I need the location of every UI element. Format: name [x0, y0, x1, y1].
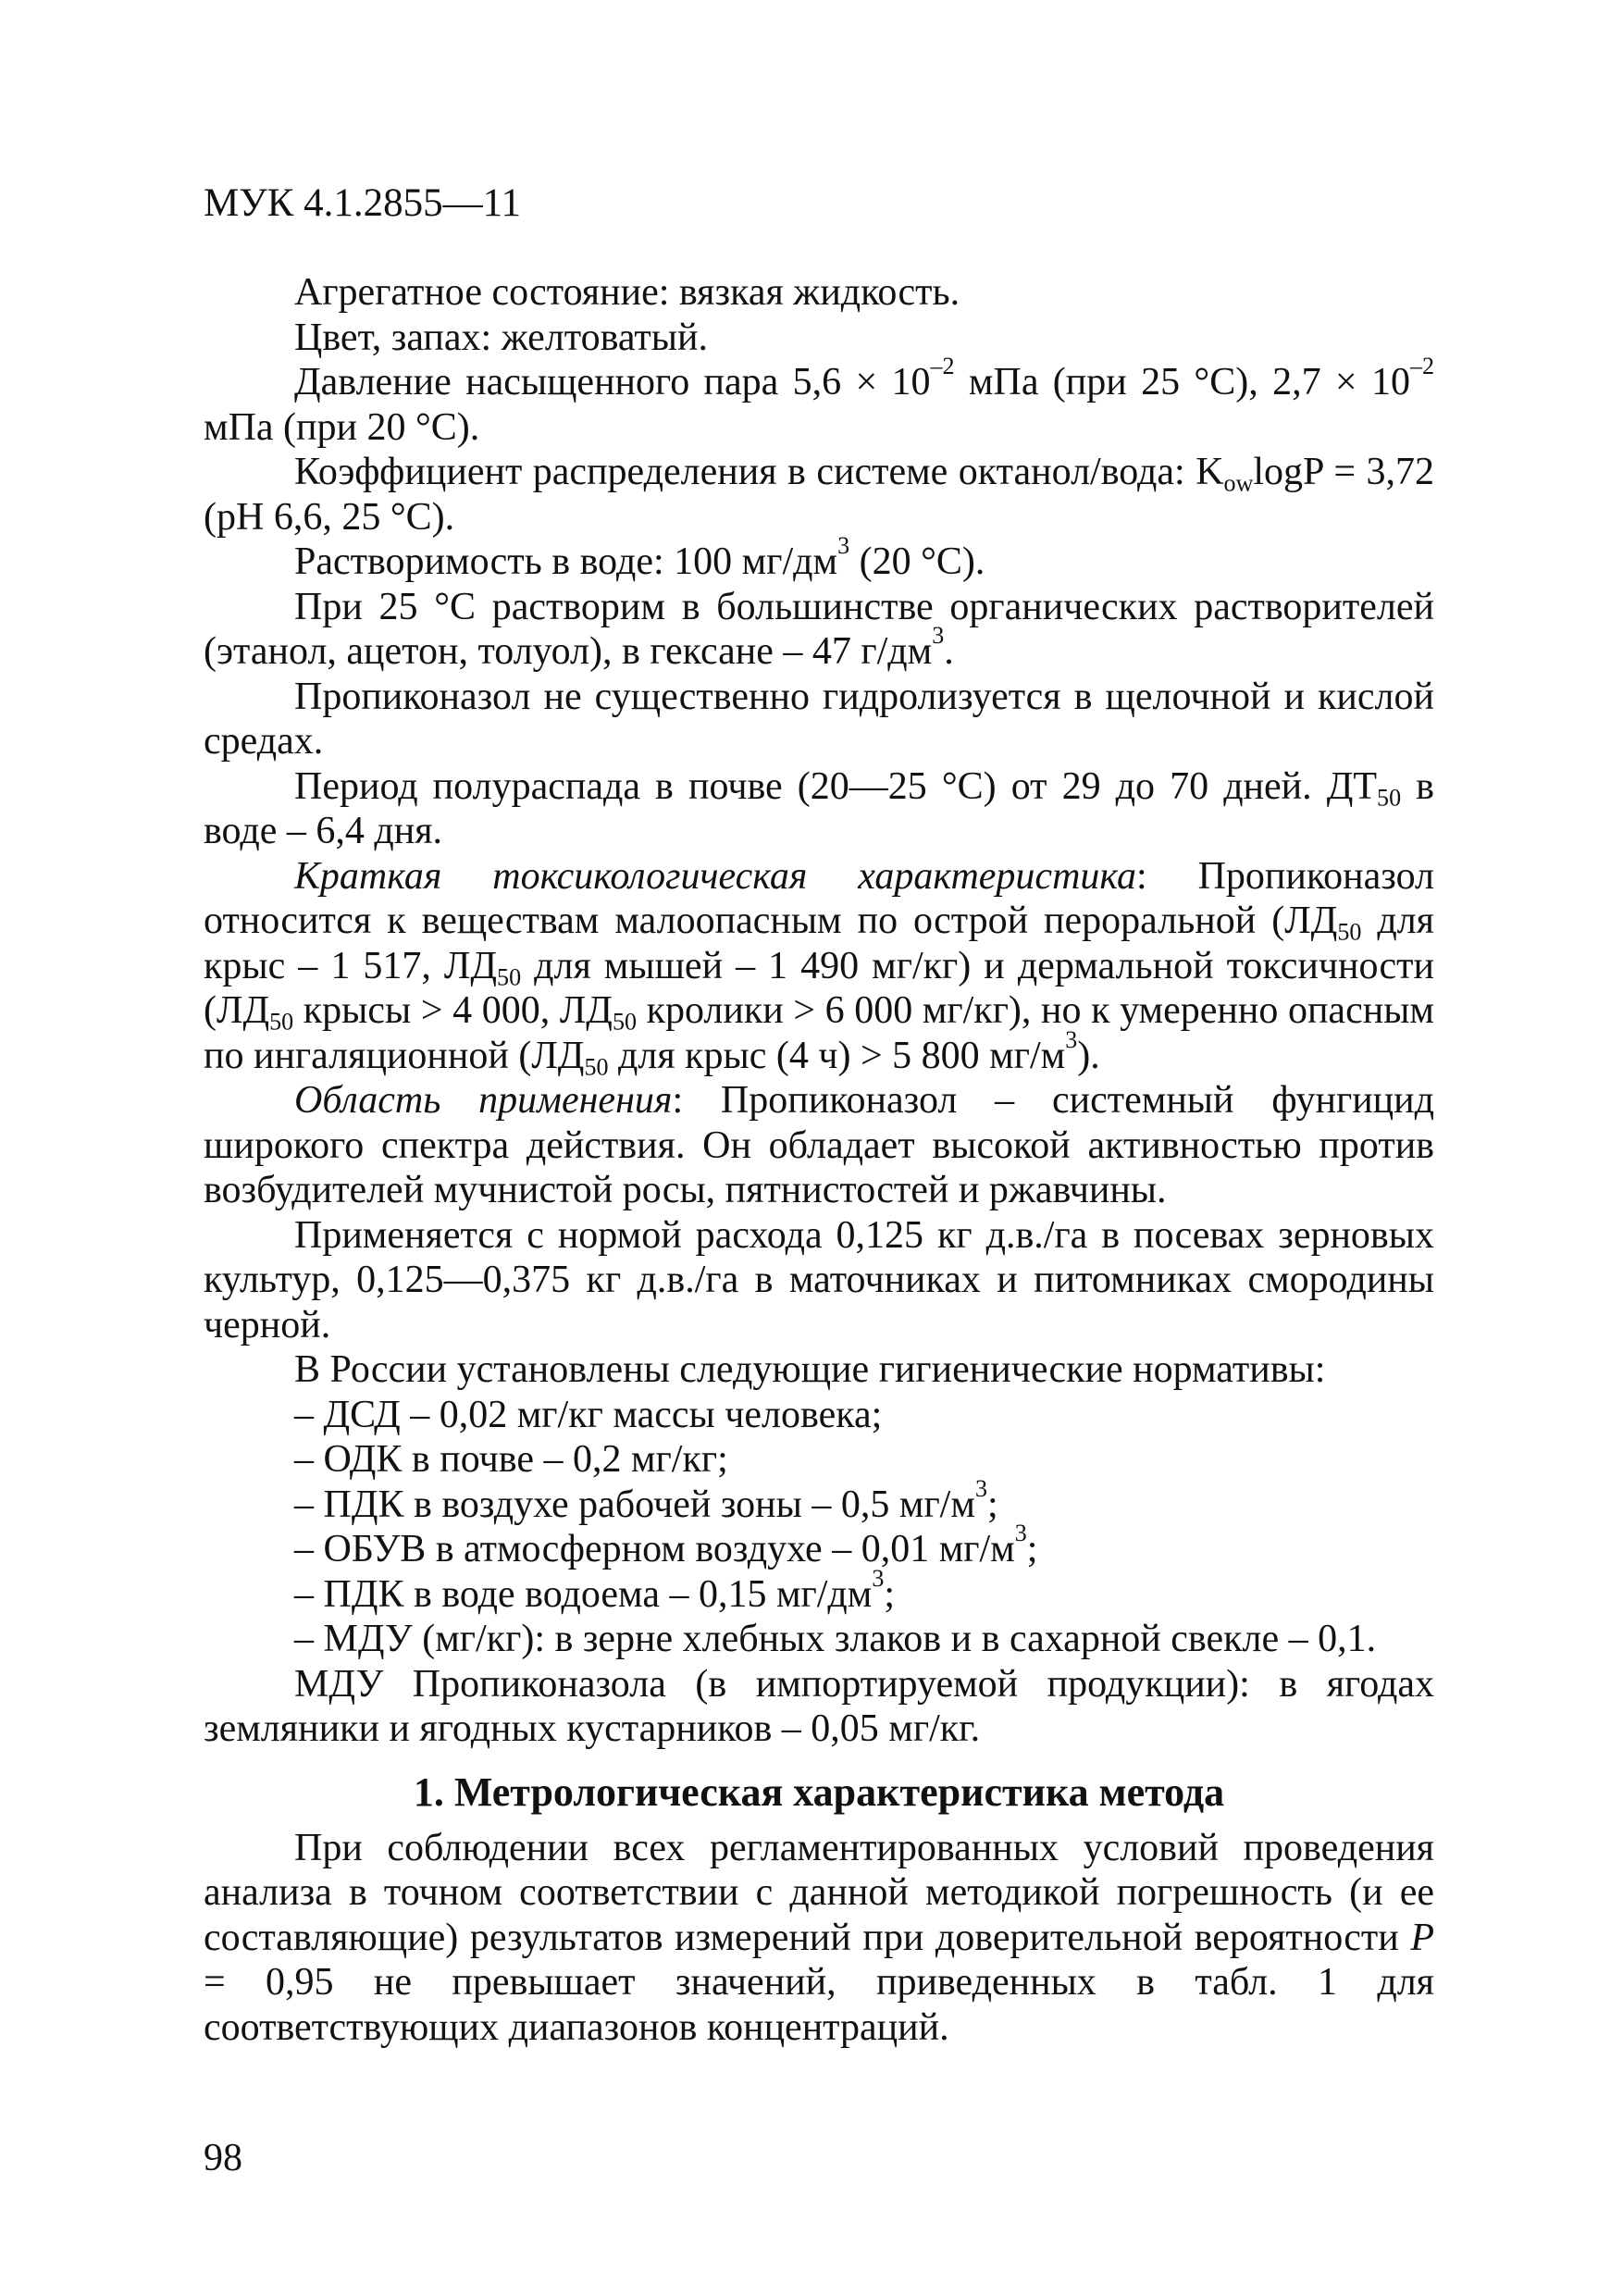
paragraph-usage: Применяется с нормой расхода 0,125 кг д.в./га в посевах зерновых культур, 0,125—0,375 кг д.в./га в маточниках и питомниках смородины черной. [204, 1213, 1434, 1347]
text-run: для мышей – 1 490 мг/кг) и дермальной токсичности (ЛД [204, 944, 1434, 1032]
paragraph-partition-coefficient [204, 450, 1434, 540]
text-run: – ПДК в воде водоема – 0,15 мг/дм [294, 1572, 873, 1616]
text-run: – ОБУВ в атмосферном воздухе – 0,01 мг/м [294, 1528, 1015, 1570]
text-run: ; [1026, 1528, 1038, 1570]
text-run: в воде – 6,4 дня. [204, 764, 1434, 852]
list-item [204, 1564, 1434, 1618]
text-run: для крыс – 1 517, ЛД [204, 900, 1434, 987]
text-run: Давление насыщенного пара 5,6 × 10 [294, 361, 931, 403]
text-run: для крыс (4 ч) > 5 800 мг/м [608, 1034, 1066, 1077]
text-run: (20 °С). [849, 540, 985, 583]
text-run: Период полураспада в почве (20—25 °С) от 29 до 70 дней. ДТ [294, 764, 1378, 808]
subscript: 50 [1337, 918, 1362, 946]
paragraph-vapor-pressure [204, 352, 1434, 450]
text-run: : Пропиконазол относится к веществам малоопасным по острой пероральной (ЛД [204, 854, 1434, 942]
italic-symbol: Р [1410, 1916, 1434, 1959]
paragraph-norms-intro: В России установлены следующие гигиенические нормативы: [294, 1348, 1326, 1391]
text-run: ; [986, 1483, 998, 1526]
page-number: 98 [204, 2137, 242, 2179]
subscript: 50 [584, 1052, 609, 1080]
paragraph-solvents [204, 585, 1434, 675]
superscript: 3 [1065, 1025, 1078, 1053]
text-run: Коэффициент распределения в системе октанол/вода: K [294, 451, 1224, 493]
italic-label: Область применения [294, 1079, 673, 1122]
italic-label: Краткая токсикологическая характеристика [294, 854, 1136, 898]
subscript: 50 [1377, 783, 1402, 811]
text-run: . [944, 630, 954, 673]
text-run: ). [1077, 1034, 1100, 1077]
superscript: –2 [930, 352, 955, 379]
text-run: ; [884, 1572, 896, 1616]
text-run: – ПДК в воздухе рабочей зоны – 0,5 мг/м [294, 1483, 975, 1526]
text-run: крысы > 4 000, ЛД [293, 989, 613, 1032]
paragraph-half-life [204, 764, 1434, 854]
superscript: 3 [872, 1564, 885, 1592]
paragraph-aggregate-state: Агрегатное состояние: вязкая жидкость. [294, 271, 960, 314]
superscript: 3 [974, 1474, 987, 1502]
paragraph-hydrolysis: Пропиконазол не существенно гидролизуется в щелочной и кислой средах. [204, 675, 1434, 763]
text-run: мПа (при 25 °С), 2,7 × 10 [954, 361, 1410, 403]
subscript: 50 [269, 1008, 294, 1036]
list-item [204, 1519, 1434, 1572]
subscript: ow [1223, 469, 1254, 497]
paragraph-toxicology [204, 854, 1434, 1079]
subscript: 50 [612, 1008, 637, 1036]
superscript: 3 [837, 531, 850, 559]
text-run: При соблюдении всех регламентированных условий проведения анализа в точном соответствии с данной методикой погрешность (и ее составляющие) результатов измерений при доверительной вероятности [204, 1826, 1434, 1959]
superscript: –2 [1409, 352, 1434, 379]
list-item: – МДУ (мг/кг): в зерне хлебных злаков и в сахарной свекле – 0,1. [294, 1618, 1377, 1660]
paragraph-mdu-import: МДУ Пропиконазола (в импортируемой продукции): в ягодах земляники и ягодных кустарников – 0,05 мг/кг. [204, 1662, 1434, 1750]
text-run: : Пропиконазол – системный фунгицид широкого спектра действия. Он обладает высокой активностью против возбудителей мучнистой росы, пятнистостей и ржавчины. [204, 1079, 1434, 1211]
text-run: При 25 °С растворим в большинстве органических растворителей (этанол, ацетон, толуол), в гексане – 47 г/дм [204, 585, 1434, 673]
paragraph-color-odor: Цвет, запах: желтоватый. [294, 316, 708, 359]
document-body [204, 270, 1434, 2050]
subscript: 50 [497, 962, 522, 990]
list-item: – ОДК в почве – 0,2 мг/кг; [294, 1438, 728, 1481]
paragraph-metrology [204, 1826, 1434, 2051]
list-item: – ДСД – 0,02 мг/кг массы человека; [294, 1393, 883, 1436]
text-run: Растворимость в воде: 100 мг/дм [294, 540, 838, 583]
text-run: мПа (при 20 °С). [204, 405, 480, 449]
text-run: logP = 3,72 (pH 6,6, 25 °С). [204, 451, 1435, 539]
text-run: = 0,95 не превышает значений, приведенных в табл. 1 для соответствующих диапазонов концентраций. [204, 1961, 1434, 2049]
document-header: МУК 4.1.2855—11 [204, 181, 522, 225]
text-run: кролики > 6 000 мг/кг), но к умеренно опасным по ингаляционной (ЛД [204, 989, 1434, 1077]
superscript: 3 [1014, 1519, 1027, 1546]
list-item [204, 1474, 1434, 1528]
section-title: 1. Метрологическая характеристика метода [413, 1769, 1225, 1815]
paragraph-application-area [204, 1078, 1434, 1213]
paragraph-solubility [204, 531, 1434, 585]
superscript: 3 [932, 621, 945, 649]
